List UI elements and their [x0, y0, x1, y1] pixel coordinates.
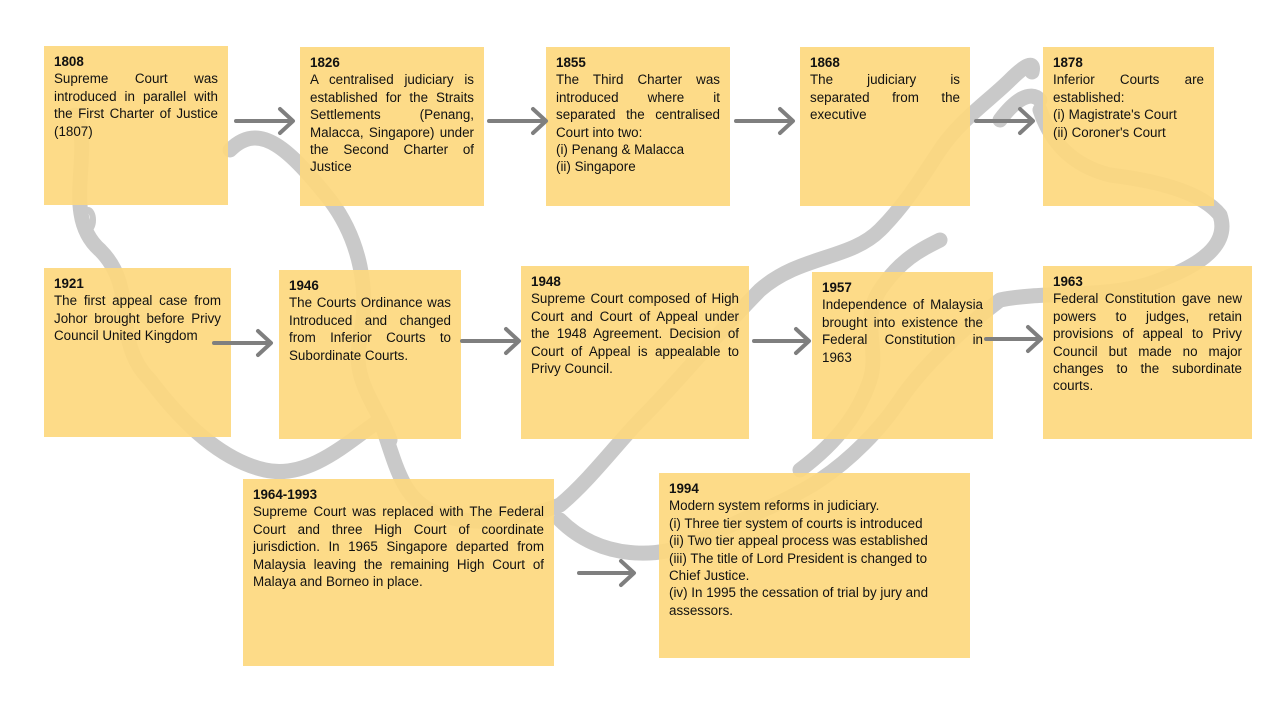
card-text: A centralised judiciary is established for the Straits Settlements (Penang, Malacca, Singapore) under the Second Charter of Justice: [310, 72, 474, 175]
card-list-item: (iv) In 1995 the cessation of trial by jury and assessors.: [669, 585, 929, 618]
timeline-card-1808: [44, 46, 228, 205]
card-text: The Third Charter was introduced where it separated the centralised Court into two:: [556, 72, 720, 140]
timeline-card-1921: [44, 268, 231, 437]
card-year: 1878: [1053, 55, 1083, 70]
timeline-card-1957: [812, 272, 993, 439]
timeline-card-1964-1993: [243, 479, 554, 666]
card-list-item: (i) Penang & Malacca: [556, 142, 685, 158]
card-text: The Courts Ordinance was Introduced and changed from Inferior Courts to Subordinate Courts.: [289, 295, 451, 363]
timeline-card-1946: [279, 270, 461, 439]
timeline-card-1963: [1043, 266, 1252, 439]
card-text: Supreme Court was introduced in parallel with the First Charter of Justice (1807): [54, 71, 218, 139]
timeline-card-1868: [800, 47, 970, 206]
card-text: Modern system reforms in judiciary.: [669, 498, 880, 514]
card-text: The first appeal case from Johor brought before Privy Council United Kingdom: [54, 293, 221, 344]
card-text: Supreme Court composed of High Court and Court of Appeal under the 1948 Agreement. Decision of Court of Appeal is appealable to Privy Council.: [531, 291, 739, 377]
card-year: 1921: [54, 276, 84, 291]
card-year: 1994: [669, 481, 699, 496]
card-text: Federal Constitution gave new powers to judges, retain provisions of appeal to Privy Council but made no major changes to the subordinate courts.: [1053, 291, 1242, 394]
card-year: 1855: [556, 55, 586, 70]
card-list-item: (i) Magistrate's Court: [1053, 107, 1177, 123]
card-text: Inferior Courts are established:: [1053, 72, 1204, 105]
card-year: 1963: [1053, 274, 1083, 289]
card-year: 1964-1993: [253, 487, 318, 502]
timeline-card-1826: [300, 47, 484, 206]
card-list-item: (ii) Singapore: [556, 159, 636, 175]
card-year: 1868: [810, 55, 840, 70]
timeline-card-1855: [546, 47, 730, 206]
card-year: 1826: [310, 55, 340, 70]
card-year: 1946: [289, 278, 319, 293]
card-year: 1957: [822, 280, 852, 295]
timeline-card-1994: [659, 473, 970, 658]
card-text: Independence of Malaysia brought into existence the Federal Constitution in 1963: [822, 297, 983, 365]
card-list-item: (i) Three tier system of courts is introduced: [669, 515, 923, 531]
timeline-card-1948: [521, 266, 749, 439]
card-year: 1948: [531, 274, 561, 289]
card-text: The judiciary is separated from the executive: [810, 72, 960, 123]
card-list-item: (ii) Two tier appeal process was established: [669, 533, 928, 549]
card-list-item: (iii) The title of Lord President is changed to Chief Justice.: [669, 550, 928, 584]
card-list-item: (ii) Coroner's Court: [1053, 124, 1166, 140]
card-year: 1808: [54, 54, 84, 69]
card-text: Supreme Court was replaced with The Federal Court and three High Court of coordinate jurisdiction. In 1965 Singapore departed from Malaysia leaving the remaining High Court of Malaya and Borneo in place.: [253, 504, 544, 590]
timeline-card-1878: [1043, 47, 1214, 206]
